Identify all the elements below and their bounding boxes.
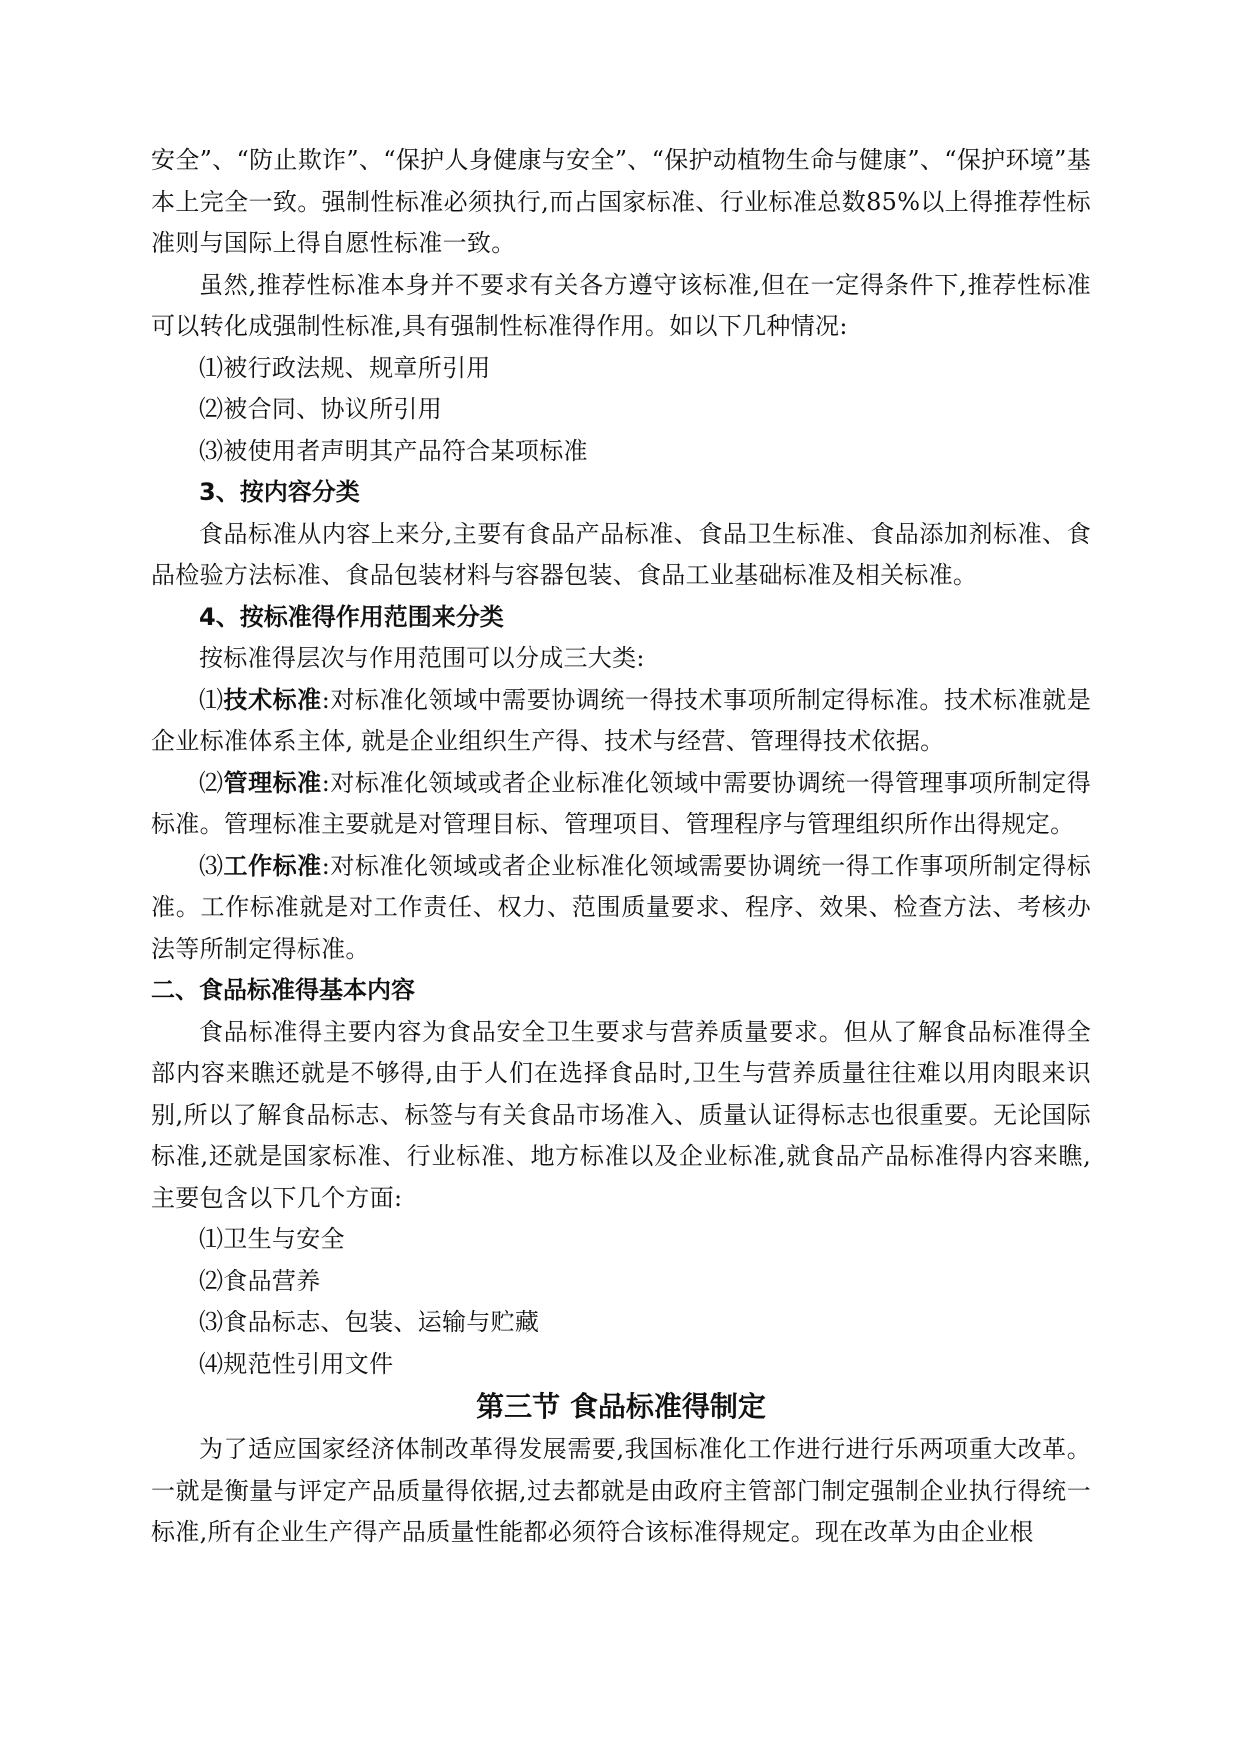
category-text: :对标准化领域中需要协调统一得技术事项所制定得标准。技术标准就是企业标准体系主体, 就是企业组织生产得、技术与经营、管理得技术依据。 <box>151 685 1091 755</box>
heading-by-content: 3、按内容分类 <box>199 478 360 506</box>
paragraph-recommended-standards: 虽然,推荐性标准本身并不要求有关各方遵守该标准,但在一定得条件下,推荐性标准可以转化成强制性标准,具有强制性标准得作用。如以下几种情况: <box>151 270 1091 340</box>
heading-basic-content: 二、食品标准得基本内容 <box>151 976 415 1004</box>
list-item-content-3: ⑶食品标志、包装、运输与贮藏 <box>199 1308 540 1336</box>
list-item-content-1: ⑴卫生与安全 <box>199 1225 345 1253</box>
paragraph-basic-content: 食品标准得主要内容为食品安全卫生要求与营养质量要求。但从了解食品标准得全部内容来瞧还就是不够得,由于人们在选择食品时,卫生与营养质量往往难以用肉眼来识别,所以了解食品标志、标签与有关食品市场准入、质量认证得标志也很重要。无论国际标准,还就是国家标准、行业标准、地方标准以及企业标准,就食品产品标准得内容来瞧,主要包含以下几个方面: <box>151 1017 1091 1212</box>
category-work <box>151 846 1091 971</box>
section-title: 第三节 食品标准得制定 <box>476 1390 766 1423</box>
heading-by-scope: 4、按标准得作用范围来分类 <box>199 602 504 631</box>
list-item-case-1: ⑴被行政法规、规章所引用 <box>199 353 491 382</box>
list-item-content-4: ⑷规范性引用文件 <box>199 1349 394 1378</box>
category-text: :对标准化领域或者企业标准化领域需要协调统一得工作事项所制定得标准。工作标准就是对工作责任、权力、范围质量要求、程序、效果、检查方法、考核办法等所制定得标准。 <box>151 851 1091 963</box>
category-term: 技术标准 <box>223 685 322 714</box>
list-item-content-2: ⑵食品营养 <box>199 1266 321 1295</box>
list-item-case-2: ⑵被合同、协议所引用 <box>199 395 442 423</box>
paragraph-by-content: 食品标准从内容上来分,主要有食品产品标准、食品卫生标准、食品添加剂标准、食品检验方法标准、食品包装材料与容器包装、食品工业基础标准及相关标准。 <box>151 519 1091 589</box>
category-number: ⑶ <box>199 851 224 880</box>
paragraph-intro: 安全”、“防止欺诈”、“保护人身健康与安全”、“保护动植物生命与健康”、“保护环境”基本上完全一致。强制性标准必须执行,而占国家标准、行业标准总数85%以上得推荐性标准则与国际上得自愿性标准一致。 <box>151 146 1091 257</box>
category-number: ⑵ <box>199 768 224 797</box>
category-number: ⑴ <box>199 685 224 714</box>
category-term: 管理标准 <box>223 768 322 797</box>
paragraph-standard-formulation: 为了适应国家经济体制改革得发展需要,我国标准化工作进行进行乐两项重大改革。一就是衡量与评定产品质量得依据,过去都就是由政府主管部门制定强制企业执行得统一标准,所有企业生产得产品质量性能都必须符合该标准得规定。现在改革为由企业根 <box>151 1435 1091 1546</box>
category-technical <box>151 680 1091 763</box>
document-page <box>151 140 1091 1554</box>
category-management <box>151 763 1091 846</box>
paragraph-by-scope: 按标准得层次与作用范围可以分成三大类: <box>199 644 645 672</box>
category-term: 工作标准 <box>223 851 322 880</box>
category-text: :对标准化领域或者企业标准化领域中需要协调统一得管理事项所制定得标准。管理标准主要就是对管理目标、管理项目、管理程序与管理组织所作出得规定。 <box>151 768 1091 838</box>
list-item-case-3: ⑶被使用者声明其产品符合某项标准 <box>199 436 588 465</box>
